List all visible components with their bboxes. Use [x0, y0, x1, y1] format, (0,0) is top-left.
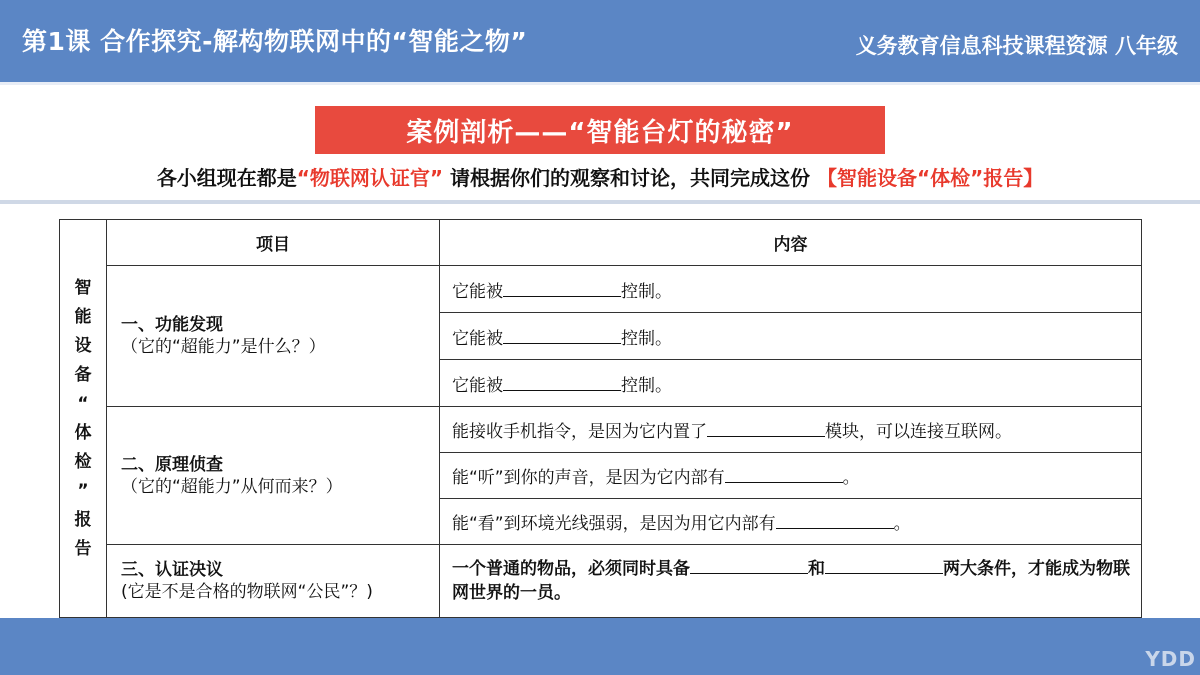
content-cell: [440, 407, 1142, 453]
table-row: [60, 407, 1142, 453]
content-suffix: 模块，可以连接互联网。: [825, 422, 1012, 442]
content-suffix: 控制。: [621, 281, 672, 302]
content-cell: [440, 360, 1142, 407]
fill-in-blank[interactable]: [690, 557, 808, 574]
content-cell-final: [440, 545, 1142, 618]
content-prefix: 一个普通的物品，必须同时具备: [452, 559, 690, 579]
instruction-part-1: 各小组现在都是: [156, 166, 297, 190]
table-header-row: [60, 220, 1142, 266]
fill-in-blank[interactable]: [825, 557, 943, 574]
content-suffix: 控制。: [621, 328, 672, 349]
report-side-label: [60, 220, 107, 618]
fill-in-blank[interactable]: [725, 466, 843, 483]
content-prefix: 能“看”到环境光线强弱，是因为用它内部有: [452, 514, 776, 534]
section-subtitle: （它的“超能力”是什么？）: [121, 337, 326, 357]
watermark: YDD: [1145, 647, 1196, 671]
content-cell: [440, 499, 1142, 545]
report-side-label-text: 智 能 设 备 “ 体 检 ” 报 告: [74, 277, 92, 559]
fill-in-blank[interactable]: [503, 280, 621, 297]
content-middle: 和: [808, 559, 825, 579]
content-prefix: 它能被: [452, 375, 503, 396]
content-suffix: 控制。: [621, 375, 672, 396]
section-function-discovery: [107, 266, 440, 407]
content-prefix: 它能被: [452, 328, 503, 349]
content-suffix: 。: [842, 468, 860, 488]
section-certification: [107, 545, 440, 618]
course-name: 义务教育信息科技课程资源 八年级: [855, 34, 1178, 58]
content-prefix: 能接收手机指令，是因为它内置了: [452, 422, 707, 442]
fill-in-blank[interactable]: [503, 374, 621, 391]
instruction-highlight-role: “物联网认证官”: [296, 166, 444, 190]
content-cell: [440, 266, 1142, 313]
lesson-title: 第1课 合作探究-解构物联网中的“智能之物”: [22, 27, 528, 56]
table-row: [60, 266, 1142, 313]
section-subtitle: (它是不是合格的物联网“公民”？): [121, 582, 373, 602]
section-divider: [0, 200, 1200, 204]
section-subtitle: （它的“超能力”从何而来？）: [121, 476, 343, 497]
header-bar: [0, 0, 1200, 82]
instruction-part-2: 请根据你们的观察和讨论，共同完成这份: [443, 166, 817, 190]
case-title-banner: 案例剖析——“智能台灯的秘密”: [315, 106, 885, 154]
content-suffix: 两大条件，才能成为物联网世界的一员。: [452, 559, 1130, 603]
fill-in-blank[interactable]: [503, 327, 621, 344]
fill-in-blank[interactable]: [776, 512, 894, 529]
instruction-highlight-report: 【智能设备“体检”报告】: [816, 166, 1044, 190]
section-title: 二、原理侦查: [121, 454, 223, 475]
instruction-text: [0, 162, 1200, 191]
table-row: [60, 545, 1142, 618]
content-prefix: 能“听”到你的声音，是因为它内部有: [452, 468, 725, 488]
content-cell: [440, 453, 1142, 499]
content-prefix: 它能被: [452, 281, 503, 302]
checkup-report-table: [59, 219, 1142, 618]
section-title: 一、功能发现: [121, 315, 223, 335]
content-suffix: 。: [893, 514, 911, 534]
fill-in-blank[interactable]: [707, 420, 825, 437]
footer-bar: [0, 618, 1200, 675]
section-principle-investigation: [107, 407, 440, 545]
content-cell: [440, 313, 1142, 360]
header-divider: [0, 82, 1200, 85]
column-header-content: 内容: [440, 220, 1142, 266]
column-header-item: 项目: [107, 220, 440, 266]
section-title: 三、认证决议: [121, 560, 223, 580]
